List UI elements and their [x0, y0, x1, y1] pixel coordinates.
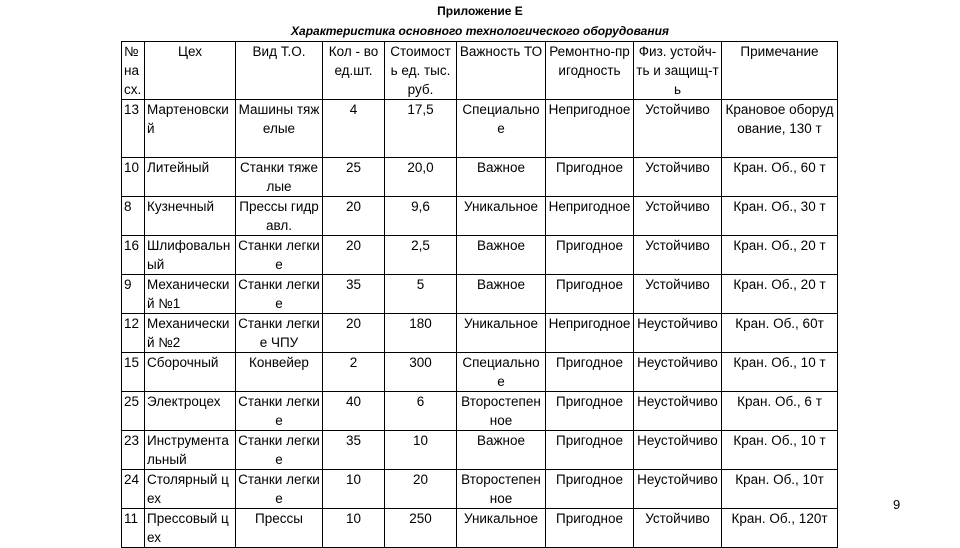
table-row	[122, 392, 838, 431]
table-row	[122, 509, 838, 548]
table-cell: 16	[122, 236, 145, 275]
table-cell: Уникальное	[457, 314, 546, 353]
table-row	[122, 431, 838, 470]
table-cell: Устойчиво	[634, 100, 722, 158]
appendix-title: Приложение Е	[437, 4, 523, 18]
table-cell: Литейный	[145, 158, 236, 197]
table-cell: Пригодное	[546, 392, 634, 431]
table-cell: Специальное	[457, 353, 546, 392]
equipment-table	[121, 41, 838, 548]
table-cell: Уникальное	[457, 197, 546, 236]
table-cell: Кран. Об., 10 т	[722, 353, 838, 392]
table-cell: Важное	[457, 158, 546, 197]
table-cell: Пригодное	[546, 431, 634, 470]
table-cell: Конвейер	[236, 353, 323, 392]
header-cell: № на сх.	[122, 42, 145, 100]
table-cell: Пригодное	[546, 470, 634, 509]
table-row	[122, 158, 838, 197]
table-cell: Устойчиво	[634, 197, 722, 236]
table-cell: Прессовый цех	[145, 509, 236, 548]
table-cell: 25	[323, 158, 385, 197]
table-row	[122, 353, 838, 392]
page-number: 9	[893, 497, 901, 512]
table-row	[122, 236, 838, 275]
table-row	[122, 275, 838, 314]
table-cell: 20,0	[385, 158, 457, 197]
table-cell: Неустойчиво	[634, 470, 722, 509]
table-cell: Второстепенное	[457, 392, 546, 431]
table-cell: Электроцех	[145, 392, 236, 431]
table-cell: 4	[323, 100, 385, 158]
table-cell: Неустойчиво	[634, 314, 722, 353]
table-cell: Важное	[457, 275, 546, 314]
table-cell: 20	[323, 197, 385, 236]
table-cell: 5	[385, 275, 457, 314]
header-cell: Ремонтно-пригодность	[546, 42, 634, 100]
table-cell: 20	[323, 236, 385, 275]
table-cell: Второстепенное	[457, 470, 546, 509]
header-cell: Примечание	[722, 42, 838, 100]
table-cell: 2,5	[385, 236, 457, 275]
table-cell: Непригодное	[546, 314, 634, 353]
table-cell: Кран. Об., 30 т	[722, 197, 838, 236]
table-cell: 10	[385, 431, 457, 470]
table-cell: 23	[122, 431, 145, 470]
table-cell: Кузнечный	[145, 197, 236, 236]
table-cell: Непригодное	[546, 100, 634, 158]
table-cell: 6	[385, 392, 457, 431]
table-cell: Важное	[457, 431, 546, 470]
table-cell: 10	[122, 158, 145, 197]
table-cell: Пригодное	[546, 509, 634, 548]
table-cell: Кран. Об., 10 т	[722, 431, 838, 470]
table-row	[122, 314, 838, 353]
header-cell: Кол - во ед.шт.	[323, 42, 385, 100]
table-cell: Пригодное	[546, 275, 634, 314]
table-cell: 250	[385, 509, 457, 548]
table-cell: Неустойчиво	[634, 353, 722, 392]
table-row	[122, 197, 838, 236]
table-cell: Станки легкие	[236, 470, 323, 509]
table-cell: 24	[122, 470, 145, 509]
table-cell: Кран. Об., 60т	[722, 314, 838, 353]
table-row	[122, 470, 838, 509]
table-header-row	[122, 42, 838, 100]
table-cell: Устойчиво	[634, 158, 722, 197]
header-cell: Физ. устойч-ть и защищ-ть	[634, 42, 722, 100]
table-cell: Кран. Об., 120т	[722, 509, 838, 548]
table-cell: Кран. Об., 60 т	[722, 158, 838, 197]
table-cell: Машины тяжелые	[236, 100, 323, 158]
table-cell: 40	[323, 392, 385, 431]
table-cell: Важное	[457, 236, 546, 275]
table-cell: Инструментальный	[145, 431, 236, 470]
table-cell: Пригодное	[546, 158, 634, 197]
table-cell: 9	[122, 275, 145, 314]
table-cell: Столярный цех	[145, 470, 236, 509]
table-cell: Уникальное	[457, 509, 546, 548]
table-cell: 12	[122, 314, 145, 353]
table-cell: 15	[122, 353, 145, 392]
table-cell: Прессы гидравл.	[236, 197, 323, 236]
table-cell: Станки тяжелые	[236, 158, 323, 197]
table-row	[122, 100, 838, 158]
table-cell: Кран. Об., 6 т	[722, 392, 838, 431]
table-cell: Пригодное	[546, 353, 634, 392]
table-cell: Устойчиво	[634, 236, 722, 275]
table-cell: Кран. Об., 10т	[722, 470, 838, 509]
table-cell: Сборочный	[145, 353, 236, 392]
header-cell: Цех	[145, 42, 236, 100]
table-cell: 10	[323, 509, 385, 548]
table-cell: Специальное	[457, 100, 546, 158]
table-cell: 180	[385, 314, 457, 353]
table-cell: Непригодное	[546, 197, 634, 236]
table-cell: Неустойчиво	[634, 392, 722, 431]
table-cell: 2	[323, 353, 385, 392]
table-cell: Прессы	[236, 509, 323, 548]
table-cell: Станки легкие ЧПУ	[236, 314, 323, 353]
table-cell: Устойчиво	[634, 509, 722, 548]
header-cell: Вид Т.О.	[236, 42, 323, 100]
table-cell: 13	[122, 100, 145, 158]
table-cell: 10	[323, 470, 385, 509]
table-cell: Неустойчиво	[634, 431, 722, 470]
table-cell: 17,5	[385, 100, 457, 158]
table-cell: 25	[122, 392, 145, 431]
table-cell: Шлифовальный	[145, 236, 236, 275]
table-cell: 20	[385, 470, 457, 509]
table-cell: Пригодное	[546, 236, 634, 275]
table-cell: 11	[122, 509, 145, 548]
table-cell: Механический №1	[145, 275, 236, 314]
table-cell: 300	[385, 353, 457, 392]
table-cell: 35	[323, 275, 385, 314]
table-cell: 9,6	[385, 197, 457, 236]
table-cell: 8	[122, 197, 145, 236]
table-cell: Станки легкие	[236, 392, 323, 431]
table-cell: 20	[323, 314, 385, 353]
header-cell: Стоимость ед. тыс. руб.	[385, 42, 457, 100]
table-cell: 35	[323, 431, 385, 470]
table-cell: Мартеновский	[145, 100, 236, 158]
table-cell: Кран. Об., 20 т	[722, 236, 838, 275]
table-cell: Станки легкие	[236, 275, 323, 314]
table-cell: Механический №2	[145, 314, 236, 353]
table-cell: Крановое оборудование, 130 т	[722, 100, 838, 158]
header-cell: Важность ТО	[457, 42, 546, 100]
table-cell: Кран. Об., 20 т	[722, 275, 838, 314]
table-cell: Станки легкие	[236, 236, 323, 275]
table-cell: Станки легкие	[236, 431, 323, 470]
table-cell: Устойчиво	[634, 275, 722, 314]
table-title: Характеристика основного технологического оборудования	[291, 24, 669, 38]
